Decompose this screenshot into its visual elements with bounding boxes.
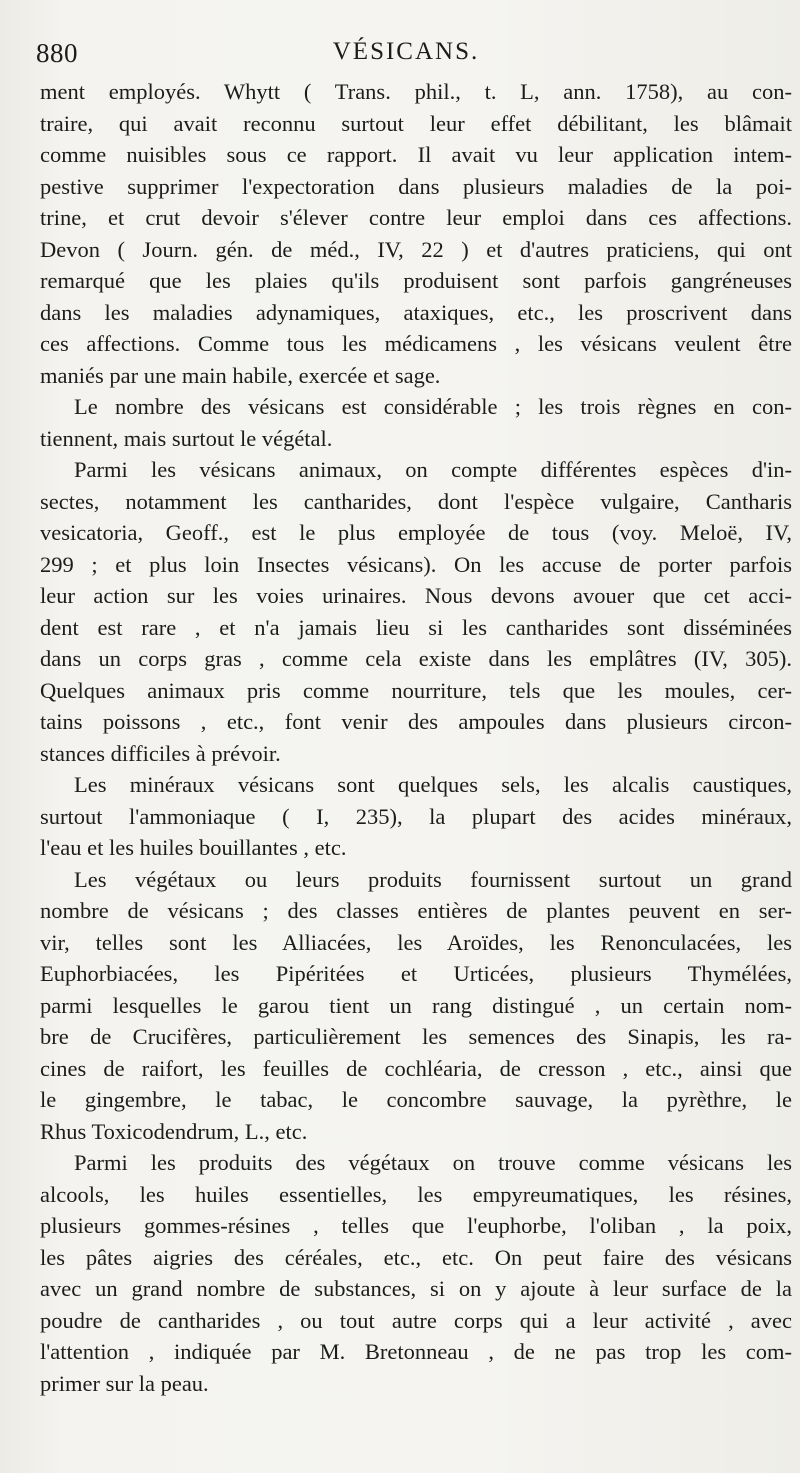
text-line: tiennent, mais surtout le végétal.: [40, 425, 333, 451]
text-line: sectes, notamment les cantharides, dont l'espèce vulgaire, Cantharis: [40, 488, 792, 514]
text-line: remarqué que les plaies qu'ils produisent sont parfois gangréneuses: [40, 268, 792, 293]
text-line: leur action sur les voies urinaires. Nous devons avouer que cet acci-: [40, 583, 792, 608]
body-text: [40, 76, 792, 1399]
text-line: dans un corps gras , comme cela existe dans les emplâtres (IV, 305).: [40, 646, 792, 671]
text-line: tains poissons , etc., font venir des ampoules dans plusieurs circon-: [40, 709, 792, 734]
text-line: vir, telles sont les Alliacées, les Aroïdes, les Renonculacées, les: [40, 929, 792, 955]
text-line: parmi lesquelles le garou tient un rang distingué , un certain nom-: [40, 992, 792, 1018]
text-line: l'eau et les huiles bouillantes , etc.: [40, 835, 347, 860]
text-line: Devon ( Journ. gén. de méd., IV, 22 ) et d'autres praticiens, qui ont: [40, 236, 792, 262]
text-line: dans les maladies adynamiques, ataxiques, etc., les proscrivent dans: [40, 299, 792, 325]
text-line: comme nuisibles sous ce rapport. Il avait vu leur application intem-: [40, 142, 792, 167]
text-line: traire, qui avait reconnu surtout leur effet débilitant, les blâmait: [40, 110, 792, 136]
text-line: primer sur la peau.: [40, 1370, 209, 1396]
text-line: Rhus Toxicodendrum, L., etc.: [40, 1118, 308, 1144]
text-line: dent est rare , et n'a jamais lieu si les cantharides sont disséminées: [40, 614, 792, 640]
text-line: cines de raifort, les feuilles de cochléaria, de cresson , etc., ainsi que: [40, 1055, 792, 1081]
text-line: ment employés. Whytt ( Trans. phil., t. L, ann. 1758), au con-: [40, 79, 792, 104]
text-line: nombre de vésicans ; des classes entières de plantes peuvent en ser-: [40, 898, 792, 923]
running-title: VÉSICANS.: [332, 38, 480, 65]
text-line: Parmi les produits des végétaux on trouve comme vésicans les: [74, 1150, 792, 1175]
text-line: poudre de cantharides , ou tout autre corps qui a leur activité , avec: [40, 1307, 792, 1333]
text-line: Les végétaux ou leurs produits fournissent surtout un grand: [74, 866, 792, 892]
text-line: ces affections. Comme tous les médicamens , les vésicans veulent être: [40, 331, 792, 356]
text-line: Parmi les vésicans animaux, on compte différentes espèces d'in-: [74, 457, 792, 482]
text-line: maniés par une main habile, exercée et sage.: [40, 362, 441, 388]
text-line: trine, et crut devoir s'élever contre leur emploi dans ces affections.: [40, 205, 792, 230]
text-line: bre de Crucifères, particulièrement les semences des Sinapis, les ra-: [40, 1024, 792, 1049]
text-line: pestive supprimer l'expectoration dans plusieurs maladies de la poi-: [40, 173, 792, 199]
text-line: Quelques animaux pris comme nourriture, tels que les moules, cer-: [40, 677, 792, 703]
text-line: stances difficiles à prévoir.: [40, 740, 281, 766]
text-line: le gingembre, le tabac, le concombre sauvage, la pyrèthre, le: [40, 1087, 792, 1112]
text-line: les pâtes aigries des céréales, etc., etc. On peut faire des vésicans: [40, 1244, 792, 1270]
page-header: [36, 38, 776, 78]
text-line: vesicatoria, Geoff., est le plus employée de tous (voy. Meloë, IV,: [40, 520, 792, 545]
text-line: Euphorbiacées, les Pipéritées et Urticées, plusieurs Thymélées,: [40, 961, 792, 986]
text-line: avec un grand nombre de substances, si on y ajoute à leur surface de la: [40, 1276, 792, 1301]
text-line: alcools, les huiles essentielles, les empyreumatiques, les résines,: [40, 1181, 792, 1207]
text-line: surtout l'ammoniaque ( I, 235), la plupart des acides minéraux,: [40, 803, 792, 829]
text-line: l'attention , indiquée par M. Bretonneau , de ne pas trop les com-: [40, 1339, 792, 1364]
text-line: 299 ; et plus loin Insectes vésicans). On les accuse de porter parfois: [40, 551, 792, 577]
text-line: plusieurs gommes-résines , telles que l'euphorbe, l'oliban , la poix,: [40, 1213, 792, 1238]
page-number: 880: [36, 38, 78, 68]
text-line: Le nombre des vésicans est considérable ; les trois règnes en con-: [74, 394, 792, 419]
text-line: Les minéraux vésicans sont quelques sels, les alcalis caustiques,: [74, 772, 792, 797]
